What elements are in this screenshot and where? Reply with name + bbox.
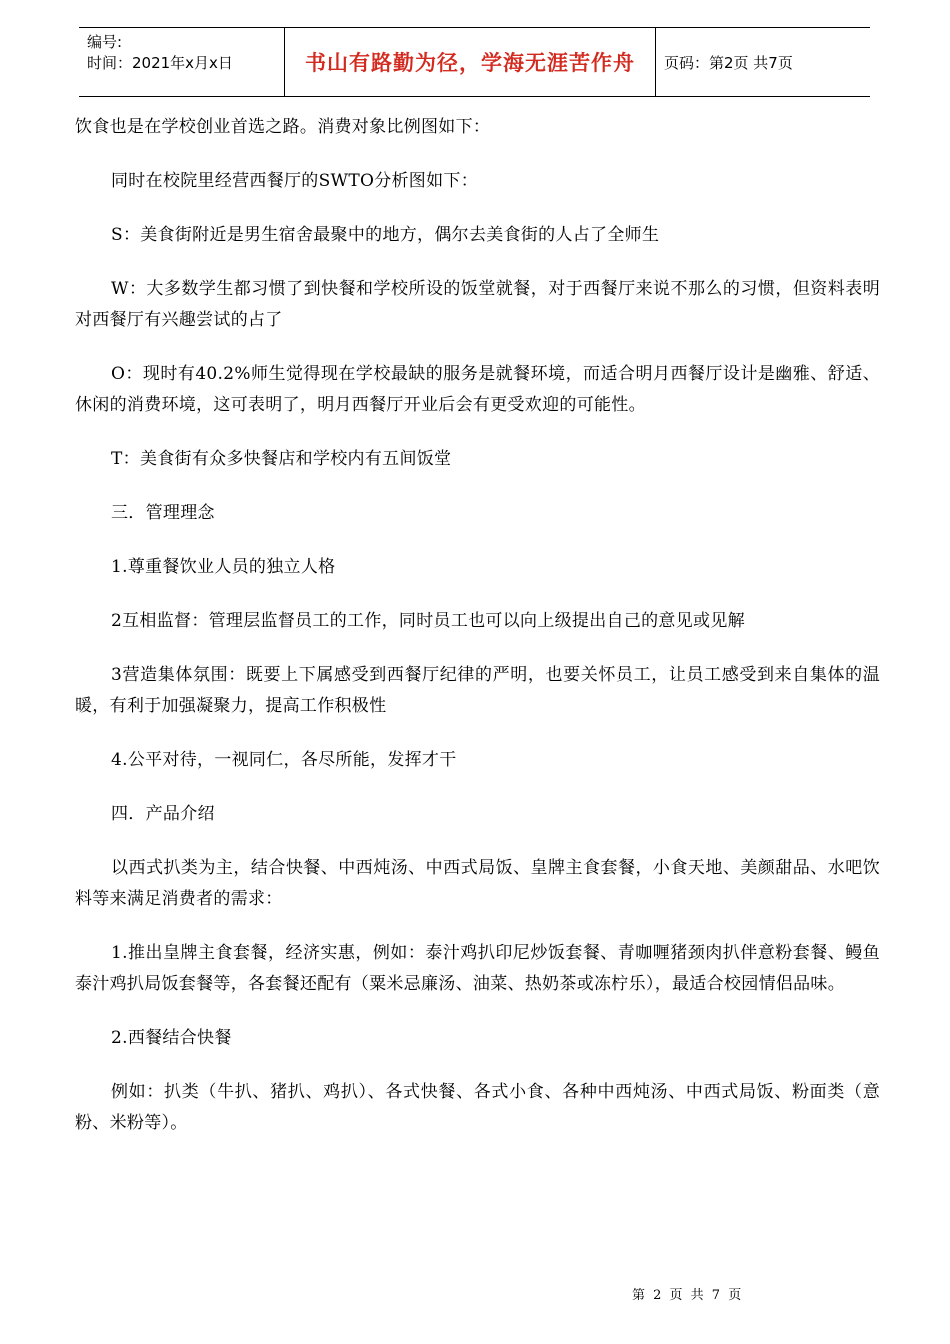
paragraph: 3营造集体氛围：既要上下属感受到西餐厅纪律的严明，也要关怀员工，让员工感受到来自集体的温暖，有利于加强凝聚力，提高工作积极性: [75, 665, 880, 716]
page-footer: 第 2 页 共 7 页: [632, 1288, 744, 1303]
header-page-info: 页码：第2页 共7页: [664, 53, 793, 72]
paragraph: 2互相监督：管理层监督员工的工作，同时员工也可以向上级提出自己的意见或见解: [111, 611, 745, 631]
document-time-label: 时间：2021年x月x日: [87, 54, 233, 72]
document-body: [75, 112, 880, 1162]
page-header: [79, 27, 870, 97]
paragraph: 饮食也是在学校创业首选之路。消费对象比例图如下：: [75, 117, 491, 137]
paragraph: 例如：扒类（牛扒、猪扒、鸡扒）、各式快餐、各式小食、各种中西炖汤、中西式局饭、粉面类（意粉、米粉等）。: [75, 1082, 880, 1133]
paragraph: 以西式扒类为主，结合快餐、中西炖汤、中西式局饭、皇牌主食套餐，小食天地、美颜甜品、水吧饮料等来满足消费者的需求：: [75, 858, 880, 909]
paragraph: O：现时有40.2%师生觉得现在学校最缺的服务是就餐环境，而适合明月西餐厅设计是幽雅、舒适、休闲的消费环境，这可表明了，明月西餐厅开业后会有更受欢迎的可能性。: [75, 364, 880, 415]
paragraph: 4.公平对待，一视同仁，各尽所能，发挥才干: [111, 750, 457, 770]
header-meta: [79, 28, 284, 96]
header-motto: 书山有路勤为径，学海无涯苦作舟: [284, 28, 656, 96]
section-heading: 四．产品介绍: [111, 804, 215, 824]
section-heading: 三．管理理念: [111, 503, 215, 523]
paragraph: S：美食街附近是男生宿舍最聚中的地方，偶尔去美食街的人占了全师生: [111, 225, 660, 245]
paragraph: 1.尊重餐饮业人员的独立人格: [111, 557, 336, 577]
document-number-label: 编号:: [87, 33, 123, 51]
paragraph: 1.推出皇牌主食套餐，经济实惠，例如：泰汁鸡扒印尼炒饭套餐、青咖喱猪颈肉扒伴意粉套餐、鳗鱼泰汁鸡扒局饭套餐等，各套餐还配有（粟米忌廉汤、油菜、热奶茶或冻柠乐），最适合校园情侣品味。: [75, 943, 880, 994]
paragraph: 2.西餐结合快餐: [111, 1028, 232, 1048]
paragraph: 同时在校院里经营西餐厅的SWTO分析图如下：: [111, 171, 478, 191]
paragraph: T：美食街有众多快餐店和学校内有五间饭堂: [111, 449, 452, 469]
paragraph: W：大多数学生都习惯了到快餐和学校所设的饭堂就餐，对于西餐厅来说不那么的习惯，但资料表明对西餐厅有兴趣尝试的占了: [75, 279, 880, 330]
